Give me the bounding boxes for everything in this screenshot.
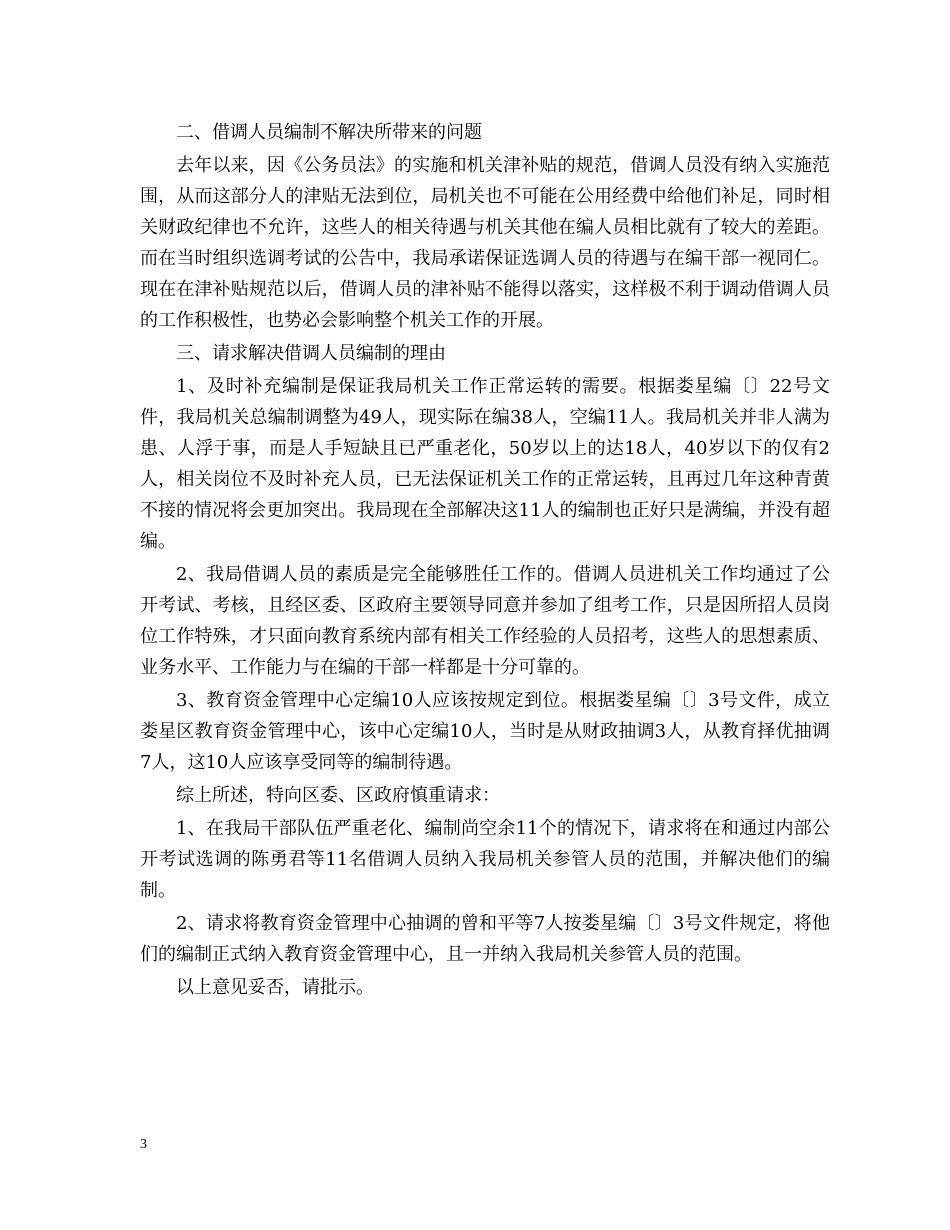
paragraph: 2、我局借调人员的素质是完全能够胜任工作的。借调人员进机关工作均通过了公开考试、考核，且经区委、区政府主要领导同意并参加了组考工作，只是因所招人员岗位工作特殊，才只面向教育系统内部有相关工作经验的人员招考，这些人的思想素质、业务水平、工作能力与在编的干部一样都是十分可靠的。 [140, 564, 830, 678]
paragraph: 3、教育资金管理中心定编10人应该按规定到位。根据娄星编〔〕3号文件，成立娄星区教育资金管理中心，该中心定编10人，当时是从财政抽调3人，从教育择优抽调7人，这10人应该享受同等的编制待遇。 [140, 690, 830, 773]
document-body [140, 117, 830, 1005]
section-heading-3: 三、请求解决借调人员编制的理由 [176, 343, 446, 364]
paragraph: 综上所述，特向区委、区政府慎重请求： [176, 785, 500, 806]
paragraph: 1、及时补充编制是保证我局机关工作正常运转的需要。根据娄星编〔〕22号文件，我局机关总编制调整为49人，现实际在编38人，空编11人。我局机关并非人满为患、人浮于事，而是人手短缺且已严重老化，50岁以上的达18人，40岁以下的仅有2人，相关岗位不及时补充人员，已无法保证机关工作的正常运转，且再过几年这种青黄不接的情况将会更加突出。我局现在全部解决这11人的编制也正好只是满编，并没有超编。 [140, 376, 830, 552]
closing-line: 以上意见妥否，请批示。 [176, 977, 374, 998]
paragraph: 去年以来，因《公务员法》的实施和机关津补贴的规范，借调人员没有纳入实施范围，从而这部分人的津贴无法到位，局机关也不可能在公用经费中给他们补足，同时相关财政纪律也不允许，这些人的相关待遇与机关其他在编人员相比就有了较大的差距。而在当时组织选调考试的公告中，我局承诺保证选调人员的待遇与在编干部一视同仁。现在在津补贴规范以后，借调人员的津补贴不能得以落实，这样极不利于调动借调人员的工作积极性，也势必会影响整个机关工作的开展。 [140, 155, 830, 331]
section-heading-2: 二、借调人员编制不解决所带来的问题 [176, 122, 482, 143]
page-number: 3 [140, 1137, 147, 1152]
paragraph: 1、在我局干部队伍严重老化、编制尚空余11个的情况下，请求将在和通过内部公开考试选调的陈勇君等11名借调人员纳入我局机关参管人员的范围，并解决他们的编制。 [140, 818, 830, 901]
paragraph: 2、请求将教育资金管理中心抽调的曾和平等7人按娄星编〔〕3号文件规定，将他们的编制正式纳入教育资金管理中心，且一并纳入我局机关参管人员的范围。 [140, 913, 830, 965]
